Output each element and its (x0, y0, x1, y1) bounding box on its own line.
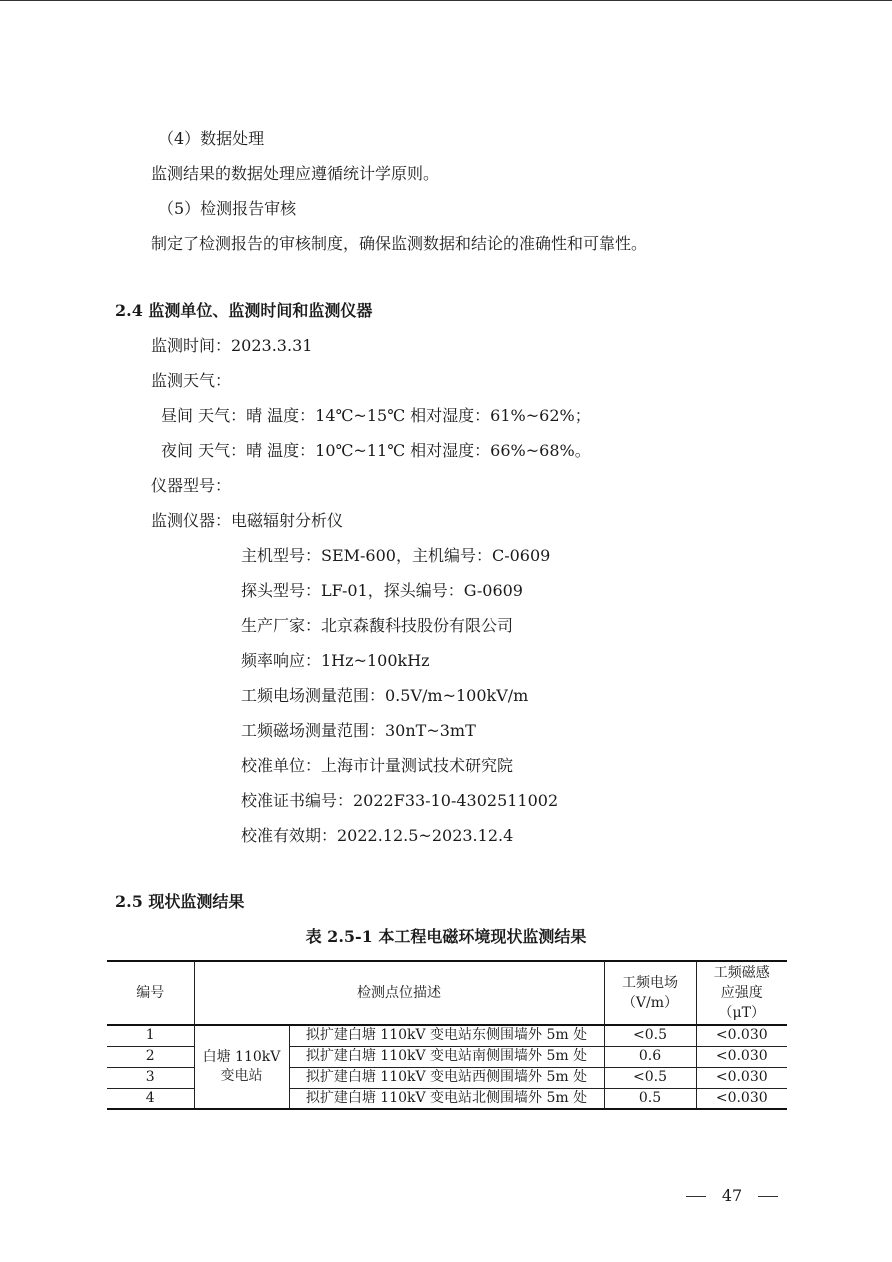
item4-text: 监测结果的数据处理应遵循统计学原则。 (151, 164, 440, 183)
instrument-detail: 生产厂家：北京森馥科技股份有限公司 (241, 616, 514, 635)
cell-mfield: <0.030 (696, 1088, 787, 1109)
header-no: 编号 (107, 961, 194, 1025)
section-2-4-heading: 2.4 监测单位、监测时间和监测仪器 (115, 301, 373, 320)
cell-mfield: <0.030 (696, 1025, 787, 1046)
footer-dash-right (758, 1196, 778, 1197)
cell-no: 3 (107, 1067, 194, 1088)
instrument-detail: 频率响应：1Hz~100kHz (241, 651, 430, 670)
section-2-5-heading: 2.5 现状监测结果 (115, 892, 245, 911)
page-number: 47 (721, 1186, 743, 1205)
instrument-name: 监测仪器：电磁辐射分析仪 (151, 511, 344, 530)
instrument-detail: 工频磁场测量范围：30nT~3mT (241, 721, 476, 740)
cell-efield: 0.6 (604, 1046, 696, 1067)
cell-efield: <0.5 (604, 1025, 696, 1046)
group-line: 变电站 (220, 1068, 263, 1084)
cell-mfield: <0.030 (696, 1046, 787, 1067)
results-table (107, 960, 787, 1110)
header-efield-line: （V/m） (621, 995, 679, 1011)
cell-efield: 0.5 (604, 1088, 696, 1109)
cell-desc: 拟扩建白塘 110kV 变电站西侧围墙外 5m 处 (289, 1067, 604, 1088)
cell-no: 4 (107, 1088, 194, 1109)
weather-label: 监测天气： (151, 371, 232, 390)
table-header-row (107, 961, 787, 1025)
night-weather: 夜间 天气：晴 温度：10℃~11℃ 相对湿度：66%~68%。 (161, 441, 591, 460)
instrument-detail: 校准单位：上海市计量测试技术研究院 (241, 756, 514, 775)
day-weather: 昼间 天气：晴 温度：14℃~15℃ 相对湿度：61%~62%； (161, 406, 591, 425)
footer-dash-left (686, 1196, 706, 1197)
table-caption: 表 2.5-1 本工程电磁环境现状监测结果 (305, 927, 587, 946)
instrument-detail: 主机型号：SEM-600，主机编号：C-0609 (241, 546, 551, 565)
item5-title: （5）检测报告审核 (158, 199, 297, 218)
header-desc: 检测点位描述 (194, 961, 604, 1025)
instrument-detail: 工频电场测量范围：0.5V/m~100kV/m (241, 686, 529, 705)
page-footer (686, 1186, 778, 1206)
header-efield-line: 工频电场 (622, 975, 678, 991)
cell-mfield: <0.030 (696, 1067, 787, 1088)
cell-desc: 拟扩建白塘 110kV 变电站东侧围墙外 5m 处 (289, 1025, 604, 1046)
instrument-model-label: 仪器型号： (151, 476, 232, 495)
header-mfield-line: 应强度 (720, 985, 763, 1001)
instrument-detail: 校准证书编号：2022F33-10-4302511002 (241, 791, 559, 810)
cell-desc: 拟扩建白塘 110kV 变电站南侧围墙外 5m 处 (289, 1046, 604, 1067)
header-mfield (696, 961, 787, 1025)
top-border-line (0, 0, 892, 1)
cell-group (194, 1025, 289, 1109)
item5-text: 制定了检测报告的审核制度，确保监测数据和结论的准确性和可靠性。 (151, 234, 648, 253)
header-mfield-line: （μT） (718, 1005, 765, 1021)
group-line: 白塘 110kV (202, 1049, 281, 1065)
table-row (107, 1025, 787, 1046)
cell-desc: 拟扩建白塘 110kV 变电站北侧围墙外 5m 处 (289, 1088, 604, 1109)
header-mfield-line: 工频磁感 (713, 965, 770, 981)
header-efield (604, 961, 696, 1025)
instrument-detail: 校准有效期：2022.12.5~2023.12.4 (241, 826, 514, 845)
cell-efield: <0.5 (604, 1067, 696, 1088)
instrument-detail: 探头型号：LF-01，探头编号：G-0609 (241, 581, 523, 600)
cell-no: 2 (107, 1046, 194, 1067)
item4-title: （4）数据处理 (158, 129, 265, 148)
monitoring-time: 监测时间：2023.3.31 (151, 336, 313, 355)
cell-no: 1 (107, 1025, 194, 1046)
